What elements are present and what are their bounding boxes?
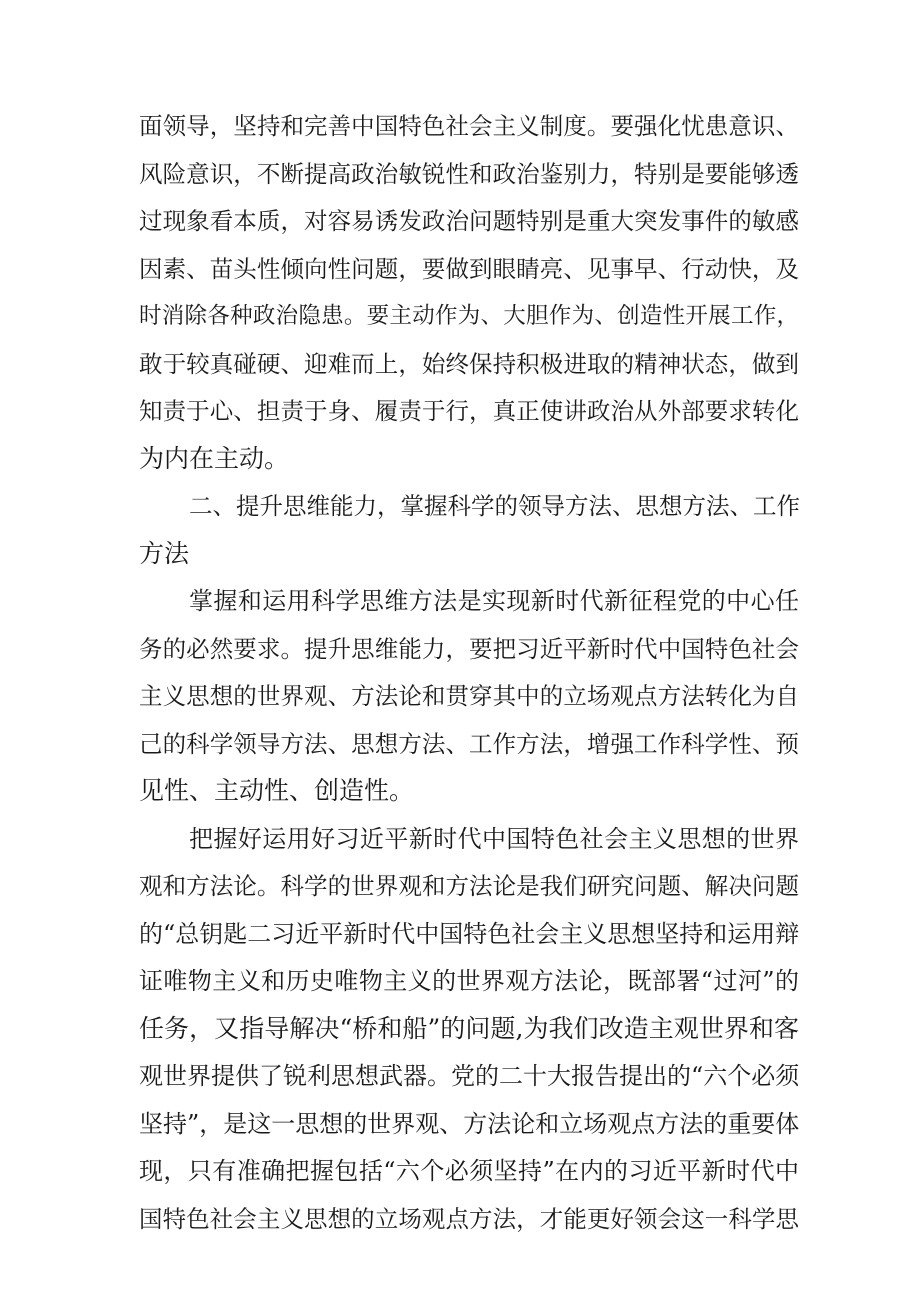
text-line-18: 的“总钥匙二习近平新时代中国特色社会主义思想坚持和运用辩 <box>139 920 800 948</box>
text-line-1: 面领导，坚持和完善中国特色社会主义制度。要强化忧患意识、 <box>139 112 799 140</box>
section-heading-line-1: 二、提升思维能力，掌握科学的领导方法、思想方法、工作 <box>189 492 800 520</box>
text-line-11: 掌握和运用科学思维方法是实现新时代新征程党的中心任 <box>189 587 799 615</box>
text-line-7: 知责于心、担责于身、履责于行，真正使讲政治从外部要求转化 <box>139 397 799 425</box>
text-line-5: 时消除各种政治隐患。要主动作为、大胆作为、创造性开展工作， <box>139 303 799 329</box>
text-line-8: 为内在主动。 <box>139 444 290 473</box>
text-line-3: 过现象看本质，对容易诱发政治问题特别是重大突发事件的敏感 <box>139 207 799 235</box>
section-heading-line-2: 方法 <box>139 539 190 568</box>
text-line-2: 风险意识，不断提高政治敏锐性和政治鉴别力，特别是要能够透 <box>139 160 799 188</box>
text-line-15: 见性、主动性、创造性。 <box>139 776 415 805</box>
text-line-24: 国特色社会主义思想的立场观点方法，才能更好领会这一科学思 <box>139 1205 799 1233</box>
text-line-4: 因素、苗头性倾向性问题，要做到眼睛亮、见事早、行动快，及 <box>139 255 799 283</box>
text-line-6: 敢于较真碰硬、迎难而上，始终保持积极进取的精神状态，做到 <box>139 350 799 378</box>
text-line-16: 把握好运用好习近平新时代中国特色社会主义思想的世界 <box>189 825 799 853</box>
text-line-14: 己的科学领导方法、思想方法、工作方法，增强工作科学性、预 <box>139 730 799 758</box>
text-line-22: 坚持”，是这一思想的世界观、方法论和立场观点方法的重要体 <box>139 1110 800 1138</box>
text-line-20: 任务，又指导解决“桥和船”的问题,为我们改造主观世界和客 <box>139 1014 799 1043</box>
text-line-12: 务的必然要求。提升思维能力，要把习近平新时代中国特色社会 <box>139 635 799 663</box>
text-line-13: 主义思想的世界观、方法论和贯穿其中的立场观点方法转化为自 <box>139 682 799 710</box>
text-line-19: 证唯物主义和历史唯物主义的世界观方法论，既部署“过河”的 <box>139 967 799 995</box>
text-line-21: 观世界提供了锐利思想武器。党的二十大报告提出的“六个必须 <box>139 1062 800 1090</box>
text-line-17: 观和方法论。科学的世界观和方法论是我们研究问题、解决问题 <box>139 872 799 900</box>
text-line-23: 现，只有准确把握包括“六个必须坚持”在内的习近平新时代中 <box>139 1157 799 1185</box>
